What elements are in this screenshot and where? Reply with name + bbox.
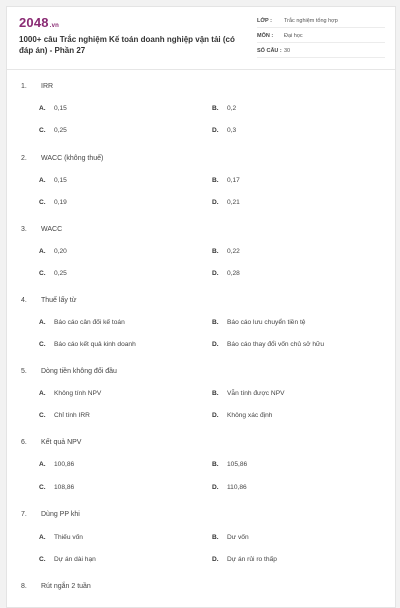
option-text: 105,86 <box>227 461 248 468</box>
meta-value: Đại học <box>284 33 303 39</box>
option-b[interactable] <box>212 390 285 397</box>
option-text: 0,2 <box>227 105 237 112</box>
option-c[interactable] <box>39 199 67 206</box>
option-d[interactable] <box>212 270 240 277</box>
option-d[interactable] <box>212 199 240 206</box>
question-text: IRR <box>41 83 54 90</box>
meta-row-class <box>257 15 385 28</box>
option-letter: A. <box>39 390 46 397</box>
question-text: Kết quả NPV <box>41 439 82 446</box>
option-letter: C. <box>39 270 46 277</box>
option-text: 0,21 <box>227 199 240 206</box>
document-header <box>7 7 395 70</box>
meta-label: LỚP : <box>257 18 272 24</box>
option-c[interactable] <box>39 270 67 277</box>
option-text: 0,3 <box>227 127 237 134</box>
option-letter: B. <box>212 177 219 184</box>
meta-label: SỐ CÂU : <box>257 48 282 54</box>
option-text: 0,20 <box>54 248 67 255</box>
option-d[interactable] <box>212 341 324 348</box>
option-letter: D. <box>212 341 219 348</box>
question-text: Rút ngắn 2 tuần <box>41 583 91 590</box>
logo-suffix-text: .vn <box>49 23 60 29</box>
option-letter: D. <box>212 556 219 563</box>
option-text: 0,19 <box>54 199 67 206</box>
question-number: 6. <box>21 439 27 446</box>
option-letter: B. <box>212 390 219 397</box>
option-letter: B. <box>212 319 219 326</box>
option-text: 0,15 <box>54 177 67 184</box>
option-letter: C. <box>39 412 46 419</box>
option-text: Dự án rủi ro thấp <box>227 556 277 563</box>
option-a[interactable] <box>39 461 74 468</box>
option-letter: A. <box>39 177 46 184</box>
option-text: 0,28 <box>227 270 240 277</box>
question-number: 8. <box>21 583 27 590</box>
option-text: Dự án dài hạn <box>54 556 96 563</box>
option-letter: D. <box>212 127 219 134</box>
option-d[interactable] <box>212 127 236 134</box>
option-text: Báo cáo cân đối kế toán <box>54 319 125 326</box>
logo-main-text: 2048 <box>19 15 49 30</box>
option-letter: A. <box>39 319 46 326</box>
question-number: 5. <box>21 368 27 375</box>
meta-value: Trắc nghiệm tổng hợp <box>284 18 338 24</box>
document-page <box>6 6 396 608</box>
option-c[interactable] <box>39 127 67 134</box>
option-a[interactable] <box>39 248 67 255</box>
meta-row-subject <box>257 30 385 43</box>
question-number: 4. <box>21 297 27 304</box>
option-letter: D. <box>212 484 219 491</box>
option-letter: B. <box>212 105 219 112</box>
option-letter: C. <box>39 484 46 491</box>
meta-label: MÔN : <box>257 33 274 39</box>
option-a[interactable] <box>39 319 125 326</box>
option-letter: D. <box>212 270 219 277</box>
meta-row-question-count <box>257 45 385 58</box>
option-letter: B. <box>212 248 219 255</box>
option-letter: D. <box>212 412 219 419</box>
option-text: Chỉ tính IRR <box>54 412 90 419</box>
option-letter: D. <box>212 199 219 206</box>
site-logo[interactable] <box>19 15 59 30</box>
option-b[interactable] <box>212 319 305 326</box>
option-text: 0,22 <box>227 248 240 255</box>
option-letter: B. <box>212 534 219 541</box>
question-number: 1. <box>21 83 27 90</box>
option-a[interactable] <box>39 390 101 397</box>
option-letter: A. <box>39 248 46 255</box>
option-c[interactable] <box>39 484 74 491</box>
option-letter: C. <box>39 199 46 206</box>
option-text: Báo cáo thay đổi vốn chủ sở hữu <box>227 341 325 348</box>
option-text: Thiếu vốn <box>54 534 83 541</box>
option-a[interactable] <box>39 177 67 184</box>
option-letter: A. <box>39 105 46 112</box>
option-a[interactable] <box>39 105 67 112</box>
option-letter: A. <box>39 534 46 541</box>
option-text: 108,86 <box>54 484 75 491</box>
option-text: 0,25 <box>54 127 67 134</box>
option-letter: C. <box>39 341 46 348</box>
option-text: Không tính NPV <box>54 390 102 397</box>
option-b[interactable] <box>212 248 240 255</box>
question-number: 3. <box>21 226 27 233</box>
option-text: Báo cáo kết quả kinh doanh <box>54 341 136 348</box>
option-d[interactable] <box>212 484 247 491</box>
option-text: 0,17 <box>227 177 240 184</box>
option-a[interactable] <box>39 534 83 541</box>
option-text: Báo cáo lưu chuyển tiền tệ <box>227 319 306 326</box>
option-b[interactable] <box>212 177 240 184</box>
question-text: Thuế lấy từ <box>41 297 77 304</box>
option-text: 110,86 <box>227 484 247 491</box>
option-d[interactable] <box>212 412 272 419</box>
question-text: Dòng tiền không đổi đầu <box>41 368 117 375</box>
question-number: 2. <box>21 155 27 162</box>
option-letter: C. <box>39 127 46 134</box>
question-text: Dùng PP khi <box>41 511 80 518</box>
option-letter: C. <box>39 556 46 563</box>
option-d[interactable] <box>212 556 277 563</box>
question-text: WACC <box>41 226 63 233</box>
option-text: 100,86 <box>54 461 75 468</box>
question-text: WACC (không thuế) <box>41 155 104 162</box>
option-c[interactable] <box>39 341 136 348</box>
option-letter: A. <box>39 461 46 468</box>
meta-value: 30 <box>284 48 291 54</box>
option-text: Không xác định <box>227 412 273 419</box>
option-text: Dư vốn <box>227 534 249 541</box>
option-b[interactable] <box>212 105 236 112</box>
option-text: 0,15 <box>54 105 67 112</box>
option-text: Vẫn tính được NPV <box>227 390 285 397</box>
document-title: 1000+ câu Trắc nghiệm Kế toán doanh nghiệp vận tải (có đáp án) - Phần 27 <box>19 35 235 55</box>
option-c[interactable] <box>39 412 90 419</box>
question-number: 7. <box>21 511 27 518</box>
option-b[interactable] <box>212 534 249 541</box>
option-letter: B. <box>212 461 219 468</box>
option-text: 0,25 <box>54 270 67 277</box>
option-b[interactable] <box>212 461 247 468</box>
option-c[interactable] <box>39 556 96 563</box>
